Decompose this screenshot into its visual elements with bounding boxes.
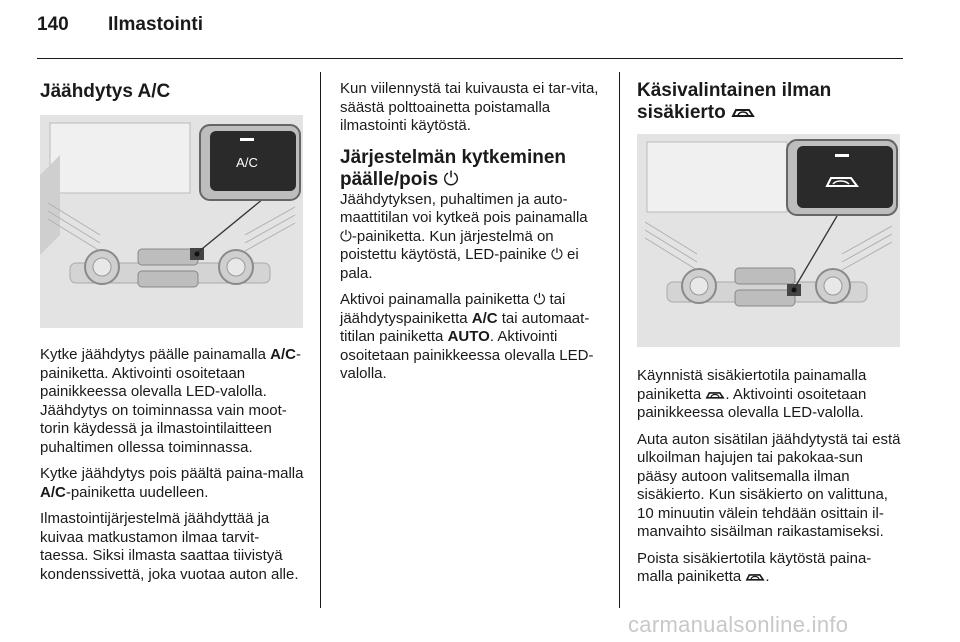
paragraph: [40, 346, 306, 457]
heading-text: Järjestelmän kytkeminen päälle/pois: [340, 146, 567, 190]
page-number: 140: [37, 14, 69, 35]
section-heading-onoff: [340, 147, 606, 191]
paragraph: Kun viilennystä tai kuivausta ei tar-vita, säästä polttoainetta poistamalla ilmastointi käytöstä.: [340, 80, 599, 134]
ac-button-label: A/C: [236, 155, 258, 170]
column-onoff: [340, 80, 606, 392]
page-header: [37, 14, 203, 36]
text-span: -painiketta. Aktivointi osoitetaan painikkeessa olevalla LED-valolla. Jäähdytys on toiminnassa vain moot-torin käydessä ja ilmastointilaitteen puhaltimen ollessa toiminnassa.: [40, 346, 301, 456]
paragraph: [340, 291, 606, 384]
paragraph: [40, 465, 306, 502]
section-heading-ac: Jäähdytys A/C: [40, 81, 171, 102]
ac-key-reference: A/C: [270, 346, 296, 363]
text-span: -painiketta uudelleen.: [65, 483, 209, 501]
paragraph: [340, 191, 606, 284]
column-divider-2: [619, 72, 620, 608]
text-span: tai automaat-titilan painiketta: [340, 309, 590, 345]
column-recirculation: [637, 80, 903, 595]
power-icon: ⏻: [443, 168, 459, 190]
paragraph: [637, 367, 903, 423]
ac-key-reference: A/C: [471, 309, 498, 327]
power-icon: ⏻: [533, 291, 546, 308]
power-icon: ⏻: [340, 227, 352, 245]
text-span: -painiketta. Kun järjestelmä on poistettu käytöstä, LED-painike: [340, 227, 554, 263]
text-span: ei pala.: [340, 246, 579, 282]
text-span: Kytke jäähdytys päälle painamalla: [40, 346, 271, 363]
column-ac: [40, 81, 306, 592]
text-span: .: [765, 568, 770, 585]
power-icon: ⏻: [550, 246, 563, 263]
header-rule: [37, 58, 903, 59]
ac-console-illustration: [40, 115, 303, 328]
text-span: Aktivoi painamalla painiketta: [340, 291, 534, 308]
text-span: Kytke jäähdytys pois päältä paina-malla: [40, 465, 304, 482]
recirculation-icon: [745, 570, 765, 583]
text-span: Käynnistä sisäkiertotila painamalla painiketta: [637, 367, 867, 403]
text-span: . Aktivointi osoitetaan painikkeessa olevalla LED-valolla.: [637, 385, 867, 421]
paragraph: [637, 550, 903, 587]
section-heading-recirculation: [637, 80, 903, 124]
column-divider-1: [320, 72, 321, 608]
text-span: . Aktivointi osoitetaan painikkeessa olevalla LED-valolla.: [340, 328, 594, 382]
recirculation-icon: [705, 388, 725, 401]
ac-key-reference: A/C: [40, 483, 66, 501]
auto-key-reference: AUTO: [447, 328, 490, 345]
recirculation-icon: [731, 104, 755, 120]
recirculation-console-illustration: [637, 134, 900, 347]
text-span: Poista sisäkiertotila käytöstä paina-malla painiketta: [637, 549, 872, 585]
text-span: tai jäähdytyspainiketta: [340, 291, 566, 327]
text-span: Jäähdytyksen, puhaltimen ja auto-maattitilan voi kytkeä pois painamalla: [340, 190, 588, 226]
page-title: Ilmastointi: [107, 14, 203, 35]
heading-text: Käsivalintainen ilman sisäkierto: [637, 80, 832, 123]
paragraph: Ilmastointijärjestelmä jäähdyttää ja kuivaa matkustamon ilmaa tarvit-taessa. Siksi ilmasta saattaa tiivistyä kondenssivettä, joka vuotaa auton alle.: [40, 510, 299, 583]
watermark: carmanualsonline.info: [628, 612, 849, 637]
paragraph: Auta auton sisätilan jäähdytystä tai estä ulkoilman hajujen tai pakokaa-sun pääsy autoon valitsemalla ilman sisäkierto. Kun sisäkierto on valittuna, 10 minuutin välein tehdään osittain il-manvaihto sisäilman raikastamiseksi.: [637, 430, 901, 540]
